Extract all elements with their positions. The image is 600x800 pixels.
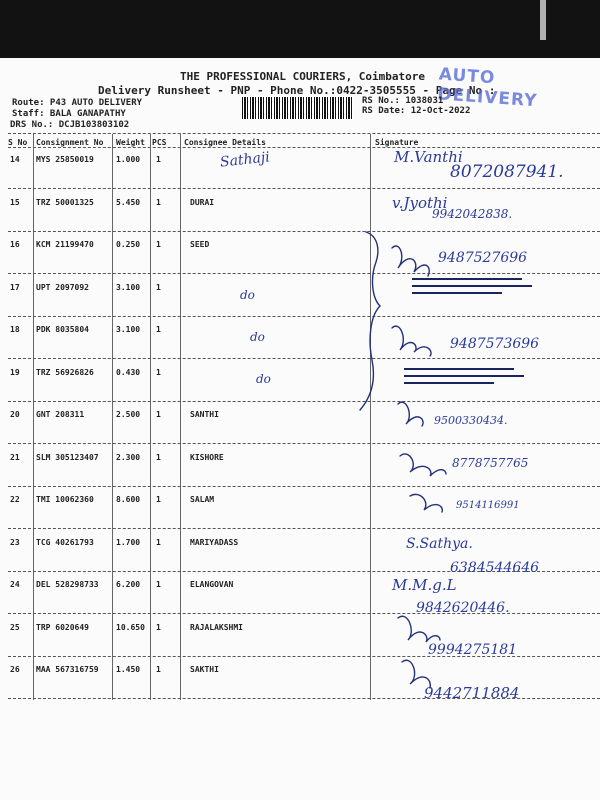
row-weight: 2.300 bbox=[116, 452, 141, 462]
row-consignee: DURAI bbox=[190, 197, 215, 207]
row-sno: 20 bbox=[10, 410, 20, 419]
row-weight: 10.650 bbox=[116, 622, 145, 632]
col-header-pcs: PCS bbox=[152, 138, 167, 147]
row-consignee: ELANGOVAN bbox=[190, 580, 234, 589]
row-consignee: SEED bbox=[190, 240, 210, 249]
hw-sig-15-phone: 9942042838. bbox=[432, 207, 513, 221]
row-weight: 6.200 bbox=[116, 580, 141, 589]
hw-sig-23-name: S.Sathya. bbox=[406, 536, 473, 552]
row-consignment-no: PDK 8035804 bbox=[36, 325, 89, 334]
row-pcs: 1 bbox=[156, 665, 161, 674]
hw-sig-22-phone: 9514116991 bbox=[456, 500, 520, 511]
hw-sig-24-phone: 9842620446. bbox=[416, 600, 510, 616]
row-weight: 8.600 bbox=[116, 495, 141, 504]
row-sno: 24 bbox=[10, 580, 20, 589]
row-consignment-no: MYS 25850019 bbox=[36, 155, 94, 164]
row-consignment-no: GNT 208311 bbox=[36, 410, 85, 419]
hw-sig-25-phone: 9994275181 bbox=[428, 642, 518, 658]
col-header-signature: Signature bbox=[375, 138, 419, 147]
row-weight: 5.450 bbox=[116, 197, 141, 207]
col-header-weight: Weight bbox=[116, 138, 145, 147]
row-consignment-no: DEL 528298733 bbox=[36, 580, 99, 589]
hw-sig-23-phone: 6384544646 bbox=[450, 560, 540, 576]
row-pcs: 1 bbox=[156, 452, 161, 462]
row-sno: 16 bbox=[10, 240, 20, 249]
row-pcs: 1 bbox=[156, 495, 161, 504]
row-pcs: 1 bbox=[156, 240, 161, 249]
row-consignment-no: TRZ 56926826 bbox=[36, 367, 94, 377]
row-sno: 17 bbox=[10, 282, 20, 292]
row-consignee: RAJALAKSHMI bbox=[190, 622, 243, 632]
row-consignee: MARIYADASS bbox=[190, 537, 239, 547]
row-weight: 3.100 bbox=[116, 325, 141, 334]
row-weight: 0.430 bbox=[116, 367, 141, 377]
rs-date-label: RS Date: 12-Oct-2022 bbox=[362, 106, 471, 116]
ditto-bracket bbox=[360, 232, 380, 410]
drs-label: DRS No.: DCJB103803102 bbox=[10, 120, 130, 130]
row-sno: 19 bbox=[10, 367, 20, 377]
row-consignment-no: KCM 21199470 bbox=[36, 240, 94, 249]
row-pcs: 1 bbox=[156, 537, 161, 547]
row-sno: 23 bbox=[10, 537, 20, 547]
row-pcs: 1 bbox=[156, 410, 161, 419]
row-pcs: 1 bbox=[156, 282, 161, 292]
row-weight: 1.700 bbox=[116, 537, 141, 547]
row-consignment-no: MAA 567316759 bbox=[36, 665, 99, 674]
row-pcs: 1 bbox=[156, 197, 161, 207]
hw-sig-24-name: M.M.g.L bbox=[392, 576, 457, 594]
row-consignee: KISHORE bbox=[190, 452, 224, 462]
row-consignee: SAKTHI bbox=[190, 665, 219, 674]
row-consignment-no: TRP 6020649 bbox=[36, 622, 89, 632]
rs-no-label: RS No.: 1038031 bbox=[362, 96, 444, 106]
row-pcs: 1 bbox=[156, 325, 161, 334]
hw-sig-15-name: v.Jyothi bbox=[392, 194, 448, 212]
row-weight: 1.450 bbox=[116, 665, 141, 674]
row-sno: 26 bbox=[10, 665, 20, 674]
row-pcs: 1 bbox=[156, 622, 161, 632]
sig-scribble-18 bbox=[392, 326, 431, 356]
hw-sig-14-name: M.Vanthi bbox=[394, 148, 463, 166]
sig-scribble-21 bbox=[400, 454, 446, 476]
row-weight: 1.000 bbox=[116, 155, 141, 164]
company-title: THE PROFESSIONAL COURIERS, Coimbatore bbox=[180, 70, 426, 83]
auto-delivery-stamp: AUTO DELIVERY bbox=[436, 64, 539, 112]
row-sno: 18 bbox=[10, 325, 20, 334]
row-consignment-no: SLM 305123407 bbox=[36, 452, 99, 462]
col-header-sno: S No bbox=[8, 138, 28, 147]
hw-sig-16-phone: 9487527696 bbox=[438, 250, 528, 266]
hw-sig-20-phone: 9500330434. bbox=[434, 414, 508, 427]
row-sno: 22 bbox=[10, 495, 20, 504]
hw-ditto-17: do bbox=[240, 288, 255, 302]
sig-scribble-20 bbox=[398, 402, 423, 426]
row-consignment-no: UPT 2097092 bbox=[36, 282, 89, 292]
col-header-consignment: Consignment No bbox=[36, 138, 104, 147]
hw-sig-21-phone: 8778757765 bbox=[452, 456, 529, 470]
hw-consignee-14: Sathaji bbox=[219, 149, 271, 171]
hw-ditto-18: do bbox=[250, 330, 265, 344]
row-consignee: SANTHI bbox=[190, 410, 219, 419]
sig-scribble-16 bbox=[392, 246, 429, 276]
row-weight: 2.500 bbox=[116, 410, 141, 419]
row-consignee: SALAM bbox=[190, 495, 215, 504]
row-pcs: 1 bbox=[156, 580, 161, 589]
sig-scribble-25 bbox=[398, 616, 440, 642]
row-sno: 25 bbox=[10, 622, 20, 632]
row-consignment-no: TCG 40261793 bbox=[36, 537, 94, 547]
row-pcs: 1 bbox=[156, 367, 161, 377]
sheet-title: Delivery Runsheet - PNP - Phone No.:0422-3505555 - Page No : bbox=[98, 84, 496, 97]
sig-scribble-22 bbox=[410, 494, 442, 512]
row-consignment-no: TRZ 50001325 bbox=[36, 197, 94, 207]
hw-sig-18-phone: 9487573696 bbox=[450, 336, 540, 352]
staff-label: Staff: BALA GANAPATHY bbox=[12, 109, 126, 119]
hw-sig-14-phone: 8072087941. bbox=[450, 162, 564, 182]
route-label: Route: P43 AUTO DELIVERY bbox=[12, 98, 143, 108]
col-header-consignee: Consignee Details bbox=[184, 138, 266, 147]
row-sno: 15 bbox=[10, 197, 20, 207]
row-consignment-no: TMI 10062360 bbox=[36, 495, 94, 504]
hw-ditto-19: do bbox=[256, 372, 271, 386]
row-weight: 3.100 bbox=[116, 282, 141, 292]
row-sno: 14 bbox=[10, 155, 20, 164]
row-sno: 21 bbox=[10, 452, 20, 462]
hw-sig-26-phone: 9442711884 bbox=[424, 684, 520, 702]
row-pcs: 1 bbox=[156, 155, 161, 164]
row-weight: 0.250 bbox=[116, 240, 141, 249]
sig-scribble-26 bbox=[402, 660, 430, 688]
